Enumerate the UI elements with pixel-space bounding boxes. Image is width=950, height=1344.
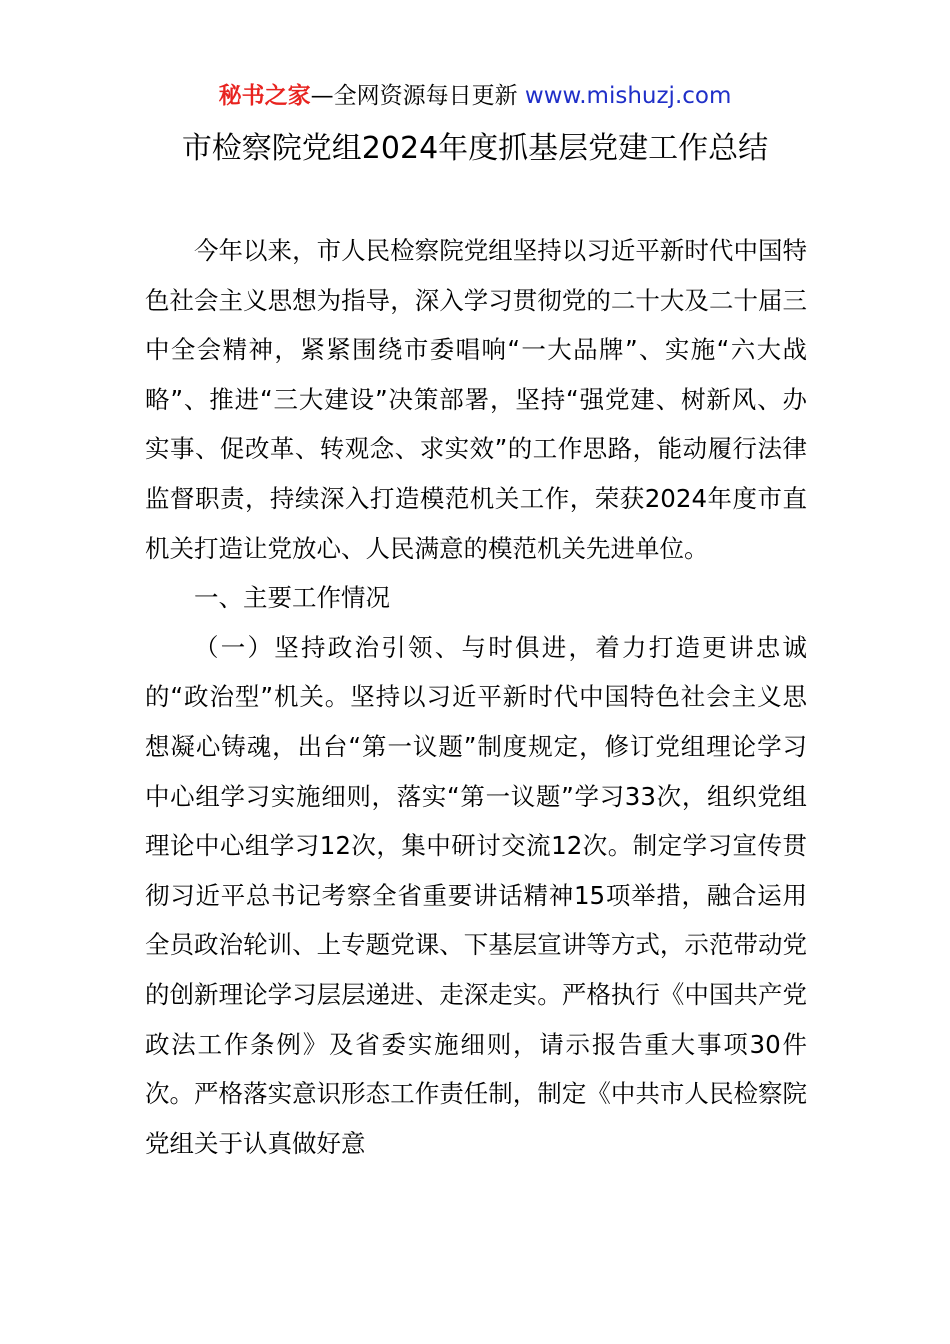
site-banner bbox=[0, 80, 950, 112]
intro-paragraph: 今年以来，市人民检察院党组坚持以习近平新时代中国特色社会主义思想为指导，深入学习贯彻党的二十大及二十届三中全会精神，紧紧围绕市委唱响“一大品牌”、实施“六大战略”、推进“三大建设”决策部署，坚持“强党建、树新风、办实事、促改革、转观念、求实效”的工作思路，能动履行法律监督职责，持续深入打造模范机关工作，荣获2024年度市直机关打造让党放心、人民满意的模范机关先进单位。 bbox=[145, 236, 807, 563]
body-paragraph: （一）坚持政治引领、与时俱进，着力打造更讲忠诚的“政治型”机关。坚持以习近平新时代中国特色社会主义思想凝心铸魂，出台“第一议题”制度规定，修订党组理论学习中心组学习实施细则，落实“第一议题”学习33次，组织党组理论中心组学习12次，集中研讨交流12次。制定学习宣传贯彻习近平总书记考察全省重要讲话精神15项举措，融合运用全员政治轮训、上专题党课、下基层宣讲等方式，示范带动党的创新理论学习层层递进、走深走实。严格执行《中国共产党政法工作条例》及省委实施细则，请示报告重大事项30件次。严格落实意识形态工作责任制，制定《中共市人民检察院党组关于认真做好意 bbox=[145, 632, 807, 1158]
section-heading: 一、主要工作情况 bbox=[194, 583, 390, 613]
banner-tagline: —全网资源每日更新 bbox=[310, 83, 525, 109]
document-body bbox=[145, 226, 807, 1168]
site-url-link[interactable]: www.mishuzj.com bbox=[524, 83, 732, 109]
document-title: 市检察院党组2024年度抓基层党建工作总结 bbox=[181, 131, 769, 166]
brand-name: 秘书之家 bbox=[218, 83, 311, 109]
